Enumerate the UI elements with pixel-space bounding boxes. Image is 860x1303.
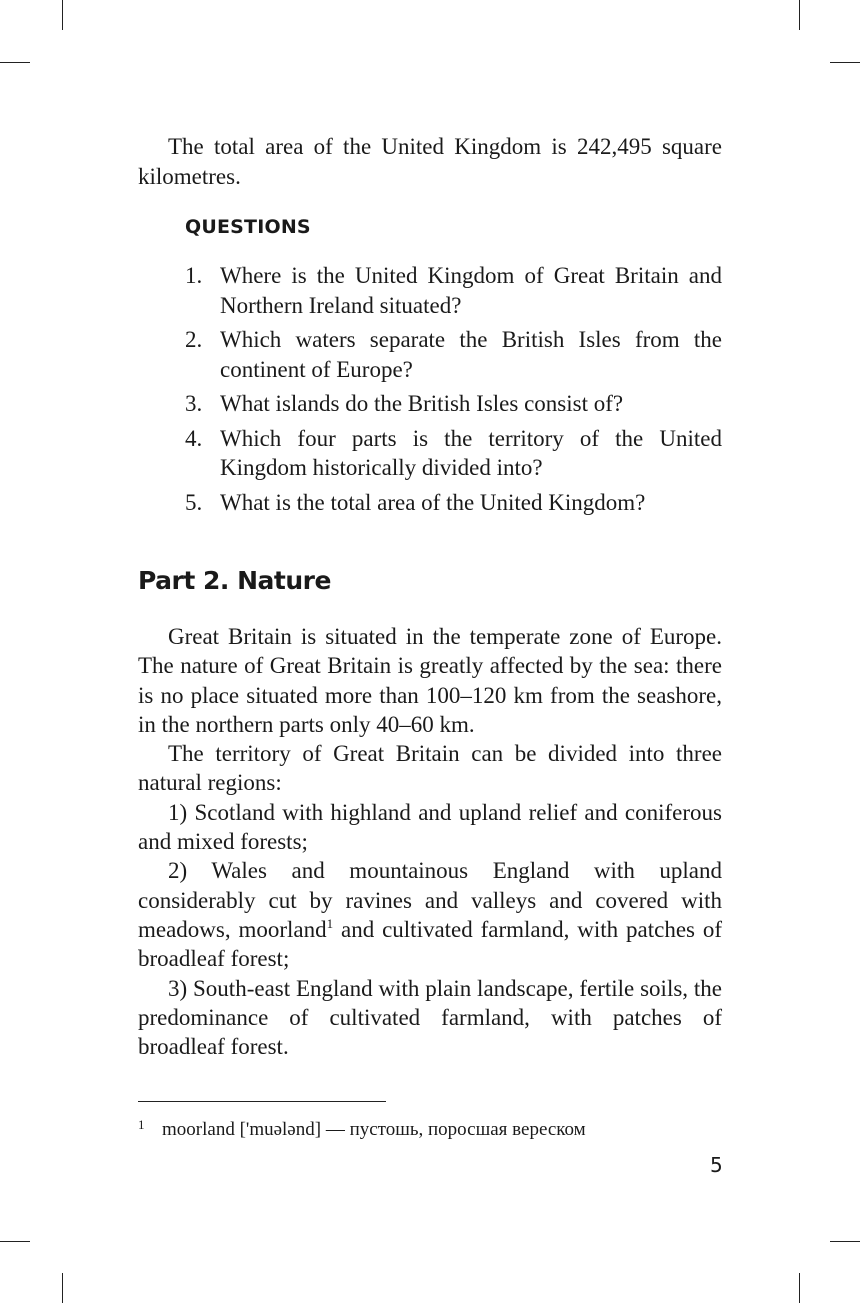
footnote-mark: 1 (138, 1117, 145, 1132)
footnote (138, 1113, 722, 1142)
question-text: Which waters separate the British Isles from the continent of Europe? (220, 327, 722, 382)
question-item (185, 389, 722, 419)
crop-mark (799, 1273, 800, 1303)
question-number: 2. (185, 327, 203, 352)
footnote-reference: 1 (326, 915, 334, 931)
question-item (185, 325, 722, 384)
intro-paragraph (138, 132, 722, 191)
crop-mark (0, 1241, 30, 1242)
questions-heading: QUESTIONS (185, 216, 311, 238)
footnote-text: moorland ['muələnd] — пустошь, поросшая вереском (162, 1119, 586, 1140)
question-number: 4. (185, 425, 203, 451)
question-item (185, 261, 722, 320)
intro-text: The total area of the United Kingdom is 242,495 square kilometres. (138, 134, 722, 189)
question-text: What islands do the British Isles consist of? (220, 391, 624, 416)
question-text: What is the total area of the United Kingdom? (220, 489, 646, 515)
section-body (138, 622, 722, 1061)
crop-mark (62, 0, 63, 30)
crop-mark (830, 1241, 860, 1242)
body-paragraph: The territory of Great Britain can be divided into three natural regions: (138, 741, 722, 796)
question-number: 1. (185, 263, 203, 288)
crop-mark (0, 62, 30, 63)
body-paragraph: Great Britain is situated in the temperate zone of Europe. The nature of Great Britain is greatly affected by the sea: there is no place situated more than 100–120 km from the seashore, in the northern parts only 40–60 km. (138, 624, 722, 737)
question-text: Which four parts is the territory of the United Kingdom historically divided into? (220, 425, 722, 480)
question-item (185, 424, 722, 483)
question-item (185, 488, 722, 518)
crop-mark (799, 0, 800, 30)
footnote-divider (138, 1101, 386, 1102)
page-number: 5 (710, 1153, 723, 1177)
question-number: 5. (185, 489, 203, 515)
question-number: 3. (185, 391, 203, 416)
body-text-fragment: and cultivated farmland, with patches of broadleaf forest; (138, 916, 722, 972)
crop-mark (62, 1273, 63, 1303)
body-paragraph: 1) Scotland with highland and upland relief and coniferous and mixed forests; (138, 799, 722, 855)
body-paragraph: 3) South-east England with plain landscape, fertile soils, the predominance of cultivated farmland, with patches of broadleaf forest. (138, 975, 722, 1060)
body-text-fragment: 2) Wales and mountainous England with upland considerably cut by ravines and valleys and covered with meadows, moorland (138, 858, 722, 942)
section-title: Part 2. Nature (138, 566, 331, 595)
crop-mark (830, 62, 860, 63)
body-paragraph (138, 856, 722, 973)
question-text: Where is the United Kingdom of Great Britain and Northern Ireland situated? (220, 263, 722, 318)
questions-list (185, 261, 722, 522)
